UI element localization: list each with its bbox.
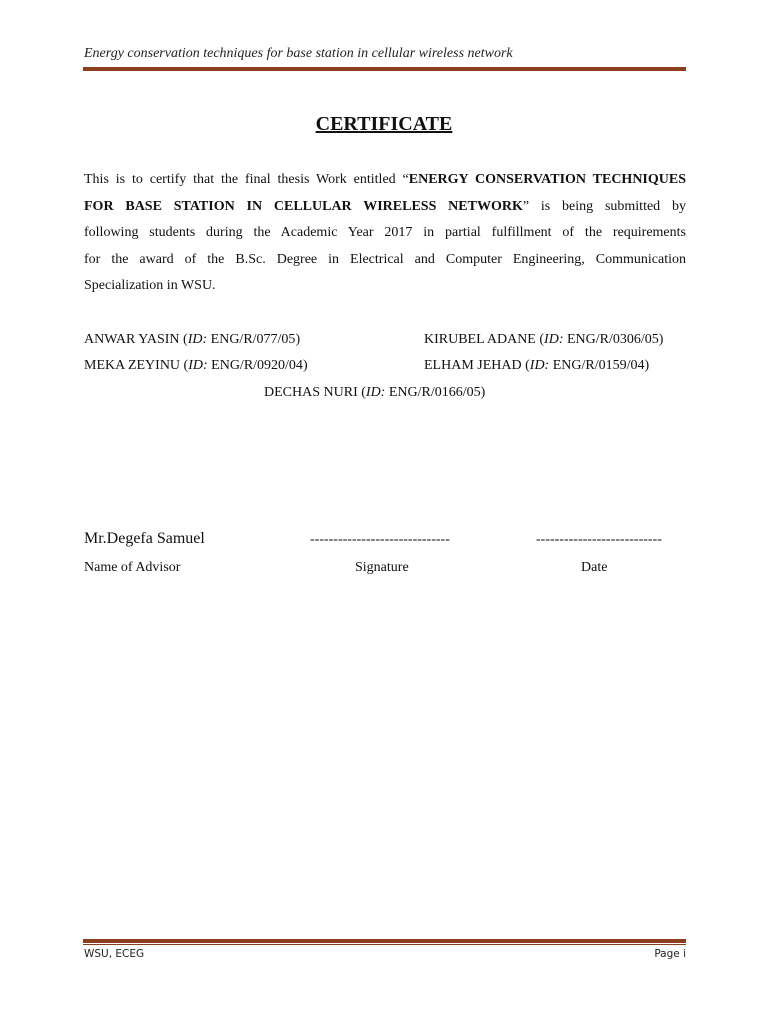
student-entry: ANWAR YASIN (ID: ENG/R/077/05) [84,332,301,347]
certification-paragraph [84,167,686,300]
signature-line: ------------------------------ [310,532,450,547]
signature-label: Signature [355,560,409,575]
certificate-title: CERTIFICATE [315,113,453,135]
student-entry: ELHAM JEHAD (ID: ENG/R/0159/04) [424,358,650,373]
student-id-label: ID: [529,358,550,373]
student-id-label: ID: [544,332,564,347]
student-id: ENG/R/0159/04 [552,358,645,373]
student-id: ENG/R/0166/05 [388,385,481,400]
student-name: DECHAS NURI [264,385,358,400]
header-rule [83,67,686,71]
advisor-name-label: Name of Advisor [84,560,181,575]
student-name: KIRUBEL ADANE [424,332,536,347]
paragraph-line-1 [84,167,686,194]
student-id: ENG/R/0920/04 [211,358,303,373]
student-name: ANWAR YASIN [84,332,180,347]
student-id-label: ID: [187,332,208,347]
student-entry: KIRUBEL ADANE (ID: ENG/R/0306/05) [424,332,664,347]
student-entry: MEKA ZEYINU (ID: ENG/R/0920/04) [84,358,308,373]
footer-rule [83,939,686,943]
thesis-title-part-2: FOR BASE STATION IN CELLULAR WIRELESS NETWORK [84,198,523,214]
advisor-name: Mr.Degefa Samuel [84,530,205,547]
paragraph-line-1-text: This is to certify that the final thesis Work entitled “ [84,172,409,187]
student-entry: DECHAS NURI (ID: ENG/R/0166/05) [264,385,486,400]
student-id-label: ID: [188,358,208,373]
running-header-title: Energy conservation techniques for base station in cellular wireless network [84,46,513,61]
date-line: --------------------------- [536,532,662,547]
paragraph-line-5: Specialization in WSU. [84,278,216,293]
student-name: MEKA ZEYINU [84,358,181,373]
student-name: ELHAM JEHAD [424,358,522,373]
paragraph-line-4: for the award of the B.Sc. Degree in Electrical and Computer Engineering, Communication [84,251,686,267]
paragraph-line-2-text: ” is being submitted by [522,198,686,214]
student-id: ENG/R/077/05 [210,332,296,347]
thesis-title-part-1: ENERGY CONSERVATION TECHNIQUES [408,172,686,187]
student-id: ENG/R/0306/05 [566,332,659,347]
footer-rule-thin [83,944,686,945]
footer-page-number: Page i [654,948,686,960]
paragraph-line-2 [84,194,686,221]
paragraph-line-3: following students during the Academic Year 2017 in partial fulfillment of the requirements [84,225,686,240]
date-label: Date [581,560,608,575]
student-id-label: ID: [365,385,386,400]
footer-institution: WSU, ECEG [84,948,145,960]
